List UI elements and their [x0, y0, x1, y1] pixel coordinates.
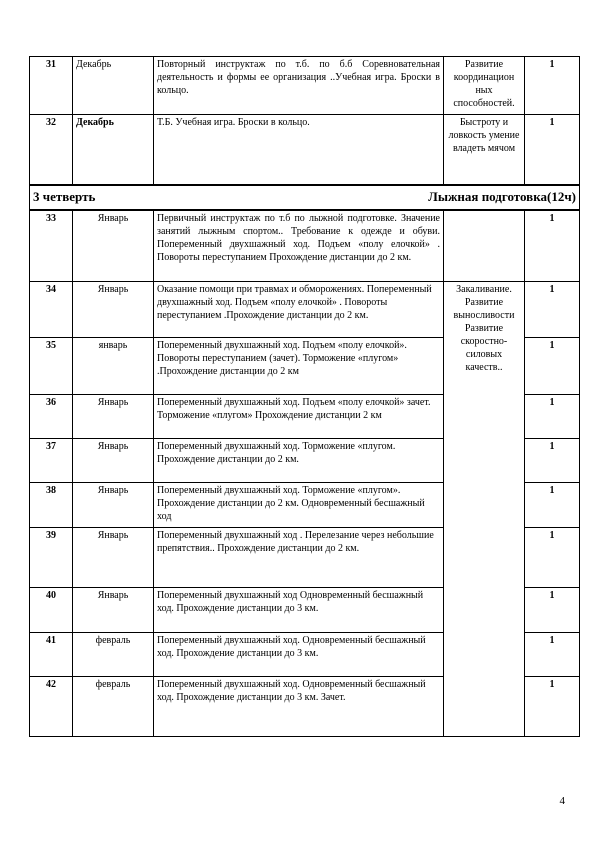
lesson-number: 33 — [30, 210, 73, 282]
lesson-topic: Первичный инструктаж по т.б по лыжной подготовке. Значение занятий лыжным спортом.. Требование к одежде и обуви. Попеременный двухшажный ход. Подъем «полу елочкой» . Повороты переступанием Прохождение дистанции до 2 км. — [154, 210, 444, 282]
lesson-goal-empty — [444, 439, 525, 483]
lesson-goal: Быстроту и ловкость умение владеть мячом — [444, 115, 525, 185]
lesson-topic: Попеременный двухшажный ход Одновременный бесшажный ход. Прохождение дистанции до 3 км. — [154, 588, 444, 633]
lesson-month: Январь — [73, 528, 154, 588]
table-row — [30, 633, 580, 677]
lesson-topic: Попеременный двухшажный ход. Одновременный бесшажный ход. Прохождение дистанции до 3 км. — [154, 633, 444, 677]
lesson-topic: Попеременный двухшажный ход. Торможение «плугом». Прохождение дистанции до 2 км. Одновременный бесшажный ход — [154, 483, 444, 528]
lesson-hours: 1 — [525, 633, 580, 677]
lesson-topic: Повторный инструктаж по т.б. по б.б Соревновательная деятельность и формы ее организация ..Учебная игра. Броски в кольцо. — [154, 57, 444, 115]
lesson-hours: 1 — [525, 439, 580, 483]
lesson-month: февраль — [73, 677, 154, 737]
table-row — [30, 57, 580, 115]
lesson-number: 34 — [30, 282, 73, 338]
lesson-goal-empty — [444, 528, 525, 588]
lesson-hours: 1 — [525, 282, 580, 338]
lesson-goal: Развитие координацион ных способностей. — [444, 57, 525, 115]
lesson-number: 35 — [30, 338, 73, 395]
lesson-number: 32 — [30, 115, 73, 185]
lesson-goal-merged: Закаливание. Развитие выносливости Развитие скоростно-силовых качеств.. — [444, 282, 525, 439]
lesson-number: 42 — [30, 677, 73, 737]
lesson-number: 38 — [30, 483, 73, 528]
lesson-month: Январь — [73, 483, 154, 528]
lesson-goal-empty — [444, 483, 525, 528]
lesson-goal-empty — [444, 588, 525, 633]
table-row — [30, 528, 580, 588]
lesson-topic: Попеременный двухшажный ход. Одновременный бесшажный ход. Прохождение дистанции до 3 км. Зачет. — [154, 677, 444, 737]
table-row — [30, 483, 580, 528]
lesson-number: 41 — [30, 633, 73, 677]
table-row — [30, 677, 580, 737]
lesson-hours: 1 — [525, 115, 580, 185]
lesson-goal-empty — [444, 677, 525, 737]
lesson-month: Январь — [73, 282, 154, 338]
table-row — [30, 588, 580, 633]
lesson-number: 40 — [30, 588, 73, 633]
quarter-header — [30, 185, 580, 210]
lesson-hours: 1 — [525, 483, 580, 528]
lesson-topic: Попеременный двухшажный ход. Подъем «полу елочкой». Повороты переступанием (зачет). Торможение «плугом» .Прохождение дистанции до 2 км — [154, 338, 444, 395]
lesson-number: 31 — [30, 57, 73, 115]
page-number: 4 — [559, 795, 565, 807]
lesson-goal-empty — [444, 633, 525, 677]
table-row — [30, 439, 580, 483]
table-row — [30, 210, 580, 282]
lesson-number: 39 — [30, 528, 73, 588]
table-row — [30, 115, 580, 185]
lesson-hours: 1 — [525, 395, 580, 439]
lesson-month: Декабрь — [73, 57, 154, 115]
lesson-hours: 1 — [525, 57, 580, 115]
lesson-hours: 1 — [525, 338, 580, 395]
lesson-hours: 1 — [525, 528, 580, 588]
lesson-topic: Попеременный двухшажный ход. Торможение «плугом. Прохождение дистанции до 2 км. — [154, 439, 444, 483]
lesson-month: Январь — [73, 210, 154, 282]
table-row — [30, 282, 580, 338]
lesson-plan-table — [29, 56, 580, 737]
section-title: Лыжная подготовка(12ч) — [428, 188, 576, 204]
lesson-topic: Попеременный двухшажный ход. Подъем «полу елочкой» зачет. Торможение «плугом» Прохождение дистанции 2 км — [154, 395, 444, 439]
lesson-hours: 1 — [525, 588, 580, 633]
lesson-month: Январь — [73, 439, 154, 483]
lesson-month: Январь — [73, 395, 154, 439]
quarter-label: 3 четверть — [33, 188, 96, 204]
lesson-goal-empty — [444, 210, 525, 282]
lesson-topic: Оказание помощи при травмах и обморожениях. Попеременный двухшажный ход. Подъем «полу елочкой» . Повороты переступанием .Прохождение дистанции до 2 км. — [154, 282, 444, 338]
lesson-topic: Т.Б. Учебная игра. Броски в кольцо. — [154, 115, 444, 185]
lesson-topic: Попеременный двухшажный ход . Перелезание через небольшие препятствия.. Прохождение дистанции до 2 км. — [154, 528, 444, 588]
lesson-month: февраль — [73, 633, 154, 677]
lesson-month: Декабрь — [73, 115, 154, 185]
lesson-number: 37 — [30, 439, 73, 483]
lesson-number: 36 — [30, 395, 73, 439]
lesson-month: январь — [73, 338, 154, 395]
lesson-hours: 1 — [525, 677, 580, 737]
lesson-hours: 1 — [525, 210, 580, 282]
quarter-header-row — [30, 185, 580, 210]
lesson-month: Январь — [73, 588, 154, 633]
